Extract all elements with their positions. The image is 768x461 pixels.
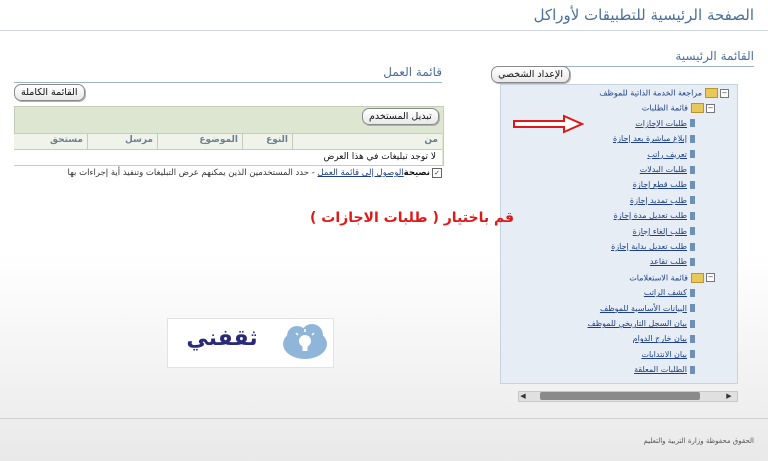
folder-icon — [691, 103, 704, 113]
worklist-table-header — [14, 133, 442, 149]
scrollbar-thumb[interactable] — [540, 392, 700, 400]
tree-item-label: البيانات الأساسية للموظف — [599, 303, 687, 313]
tree-item-label: طلب قطع إجازة — [632, 180, 687, 190]
column-header-type[interactable]: النوع — [242, 134, 292, 149]
full-list-button[interactable]: القائمة الكاملة — [14, 84, 85, 101]
tree-link[interactable] — [641, 350, 695, 359]
folder-icon — [691, 273, 704, 283]
red-arrow-icon — [512, 114, 584, 134]
tree-item-label: طلب تعديل بداية إجازة — [611, 242, 687, 251]
page-icon — [690, 196, 695, 204]
logo-text: ثقفني — [186, 326, 258, 351]
collapse-toggle-icon[interactable]: − — [721, 88, 728, 97]
tree-item-label: إبلاغ مباشرة بعد إجازة — [612, 134, 687, 144]
tree-item-label: بيان الانتدابات — [641, 349, 687, 359]
change-user-button[interactable]: تبديل المستخدم — [362, 108, 439, 125]
tree-link[interactable] — [647, 150, 695, 159]
empty-table-row — [14, 149, 442, 165]
page-icon — [690, 350, 695, 358]
page-icon — [690, 258, 695, 266]
tree-link[interactable] — [633, 180, 695, 189]
page-icon — [690, 212, 695, 220]
tree-item-label: كشف الراتب — [643, 288, 687, 298]
personalize-button[interactable]: الإعداد الشخصي — [491, 66, 570, 83]
folder-icon — [705, 88, 718, 98]
tree-link[interactable] — [634, 365, 695, 374]
page-icon — [690, 335, 695, 343]
collapse-toggle-icon[interactable]: − — [707, 273, 714, 282]
column-header-due[interactable]: مستحق — [49, 135, 83, 145]
tree-link[interactable] — [600, 304, 695, 313]
tree-item-label: طلب تعديل مدة إجازة — [613, 211, 687, 221]
tree-link[interactable] — [633, 334, 695, 343]
tree-link[interactable] — [611, 242, 695, 251]
footer-copyright: الحقوق محفوظة وزارة التربية والتعليم — [643, 437, 754, 445]
page-icon — [690, 119, 695, 127]
page-icon — [690, 320, 695, 328]
page-title: الصفحة الرئيسية للتطبيقات لأوراكل — [533, 6, 754, 24]
empty-message: لا توجد تبليغات في هذا العرض — [323, 152, 436, 162]
tree-link[interactable] — [644, 288, 695, 297]
tree-link[interactable] — [630, 196, 695, 205]
tree-link[interactable] — [613, 134, 695, 143]
tip-check-icon: ✓ — [432, 168, 442, 178]
tree-link[interactable] — [650, 257, 695, 266]
tree-link[interactable] — [640, 165, 695, 174]
footer-divider — [0, 418, 768, 419]
tree-item-label: بيان خارج الدوام — [632, 334, 687, 344]
instruction-annotation: قم باختيار ( طلبات الاجازات ) — [310, 210, 515, 226]
tree-link[interactable] — [633, 227, 695, 236]
page-icon — [690, 135, 695, 143]
page-icon — [690, 150, 695, 158]
tip-label: نصيحة — [403, 168, 430, 178]
tree-item-label: قائمة الاستعلامات — [629, 273, 688, 283]
tree-link[interactable] — [635, 119, 695, 128]
page-icon — [690, 181, 695, 189]
tree-link[interactable] — [587, 319, 695, 328]
tree-item-label: قائمة الطلبات — [641, 103, 688, 113]
worklist-title: قائمة العمل — [383, 65, 442, 79]
page-icon — [690, 243, 695, 251]
page-icon — [690, 289, 695, 297]
page-icon — [690, 227, 695, 235]
tree-item-label: طلبات البدلات — [639, 165, 687, 174]
page-icon — [690, 166, 695, 174]
lightbulb-cloud-icon — [280, 321, 330, 363]
tree-item-label: طلب إلغاء إجازة — [632, 226, 687, 236]
tree-folder[interactable] — [642, 103, 715, 113]
tree-folder[interactable] — [599, 88, 729, 98]
worklist-access-link[interactable]: الوصول إلى قائمة العمل — [317, 168, 404, 178]
tree-item-label: مراجعة الخدمة الذاتية للموظف — [599, 88, 702, 98]
page-icon — [690, 304, 695, 312]
tree-link[interactable] — [614, 211, 695, 220]
column-header-subject[interactable]: الموضوع — [157, 134, 242, 149]
tree-item-label: طلب تقاعد — [649, 257, 687, 267]
tree-item-label: طلبات الإجازات — [635, 118, 687, 128]
navigator-title: القائمة الرئيسية — [675, 49, 754, 63]
column-header-from[interactable]: من — [292, 134, 442, 149]
tree-item-label: طلب تمديد إجازة — [629, 195, 687, 205]
title-divider — [0, 30, 768, 31]
tree-item-label: الطلبات المعلقة — [634, 365, 687, 375]
tree-item-label: بيان السجل التاريخي للموظف — [587, 319, 687, 328]
scroll-left-arrow-icon[interactable]: ◀ — [520, 392, 526, 400]
worklist-divider — [14, 82, 442, 83]
tip-text: - حدد المستخدمين الذين يمكنهم عرض التبليغات وتنفيذ أية إجراءات بها — [67, 168, 318, 178]
collapse-toggle-icon[interactable]: − — [707, 103, 714, 112]
page-icon — [690, 366, 695, 374]
tree-item-label: تعريف راتب — [647, 149, 687, 159]
tip-line — [68, 168, 442, 178]
scroll-right-arrow-icon[interactable]: ▶ — [726, 392, 732, 400]
column-header-sent[interactable]: مرسل — [87, 134, 157, 149]
tree-folder[interactable] — [629, 273, 715, 283]
